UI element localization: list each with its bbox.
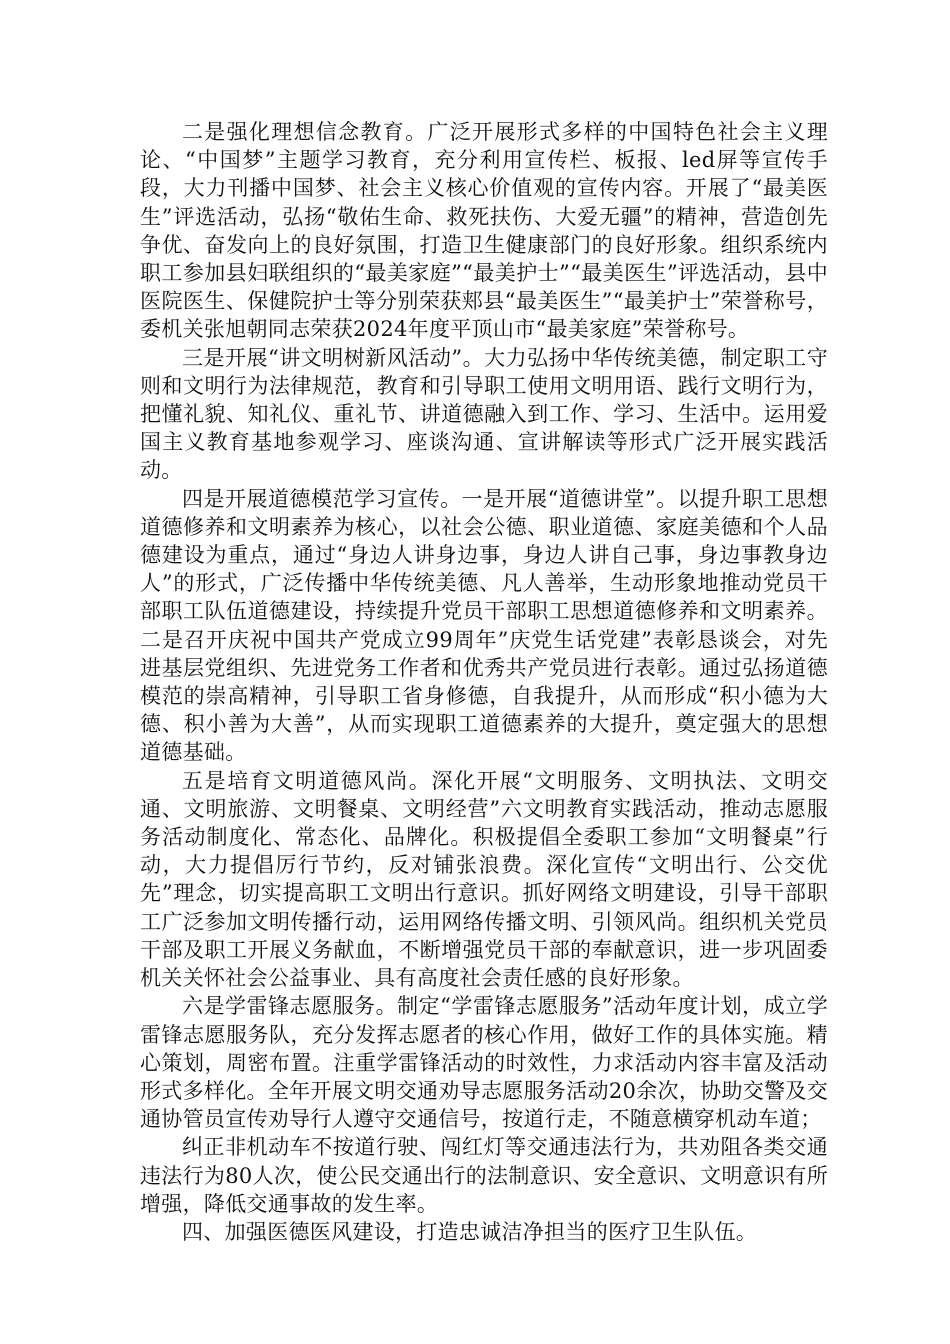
paragraph-traffic-violations: 纠正非机动车不按道行驶、闯红灯等交通违法行为，共劝阻各类交通违法行为80人次，使公民交通出行的法制意识、安全意识、文明意识有所增强，降低交通事故的发生率。 [140, 1135, 828, 1216]
paragraph-ideals-education: 二是强化理想信念教育。广泛开展形式多样的中国特色社会主义理论、“中国梦”主题学习教育，充分利用宣传栏、板报、led屏等宣传手段，大力刊播中国梦、社会主义核心价值观的宣传内容。开展了“最美医生”评选活动，弘扬“敬佑生命、救死扶伤、大爱无疆”的精神，营造创先争优、奋发向上的良好氛围，打造卫生健康部门的良好形象。组织系统内职工参加县妇联组织的“最美家庭”“最美护士”“最美医生”评选活动，县中医院医生、保健院护士等分别荣获郏县“最美医生”“最美护士”荣誉称号，委机关张旭朝同志荣获2024年度平顶山市“最美家庭”荣誉称号。 [140, 120, 828, 342]
paragraph-civic-ethics: 五是培育文明道德风尚。深化开展“文明服务、文明执法、文明交通、文明旅游、文明餐桌、文明经营”六文明教育实践活动，推动志愿服务活动制度化、常态化、品牌化。积极提倡全委职工参加“文明餐桌”行动，大力提倡厉行节约，反对铺张浪费。深化宣传“文明出行、公交优先”理念，切实提高职工文明出行意识。抓好网络文明建设，引导干部职工广泛参加文明传播行动，运用网络传播文明、引领风尚。组织机关党员干部及职工开展义务献血，不断增强党员干部的奉献意识，进一步巩固委机关关怀社会公益事业、具有高度社会责任感的良好形象。 [140, 768, 828, 991]
paragraph-section-heading: 四、加强医德医风建设，打造忠诚洁净担当的医疗卫生队伍。 [182, 1219, 758, 1244]
document-page [140, 118, 828, 1246]
paragraph-civilization-campaign: 三是开展“讲文明树新风活动”。大力弘扬中华传统美德，制定职工守则和文明行为法律规范，教育和引导职工使用文明用语、践行文明行为，把懂礼貌、知礼仪、重礼节、讲道德融入到工作、学习、生活中。运用爱国主义教育基地参观学习、座谈沟通、宣讲解读等形式广泛开展实践活动。 [140, 345, 828, 483]
paragraph-lei-feng-volunteer: 六是学雷锋志愿服务。制定“学雷锋志愿服务”活动年度计划，成立学雷锋志愿服务队，充分发挥志愿者的核心作用，做好工作的具体实施。精心策划，周密布置。注重学雷锋活动的时效性，力求活动内容丰富及活动形式多样化。全年开展文明交通劝导志愿服务活动20余次，协助交警及交通协管员宣传劝导行人遵守交通信号，按道行走，不随意横穿机动车道； [140, 994, 828, 1132]
paragraph-moral-models: 四是开展道德模范学习宣传。一是开展“道德讲堂”。以提升职工思想道德修养和文明素养为核心，以社会公德、职业道德、家庭美德和个人品德建设为重点，通过“身边人讲身边事，身边人讲自己事，身边事教身边人”的形式，广泛传播中华传统美德、凡人善举，生动形象地推动党员干部职工队伍道德建设，持续提升党员干部职工思想道德修养和文明素养。二是召开庆祝中国共产党成立99周年”庆党生话党建”表彰恳谈会，对先进基层党组织、先进党务工作者和优秀共产党员进行表彰。通过弘扬道德模范的崇高精神，引导职工省身修德，自我提升，从而形成“积小德为大德、积小善为大善”，从而实现职工道德素养的大提升，奠定强大的思想道德基础。 [140, 486, 828, 765]
